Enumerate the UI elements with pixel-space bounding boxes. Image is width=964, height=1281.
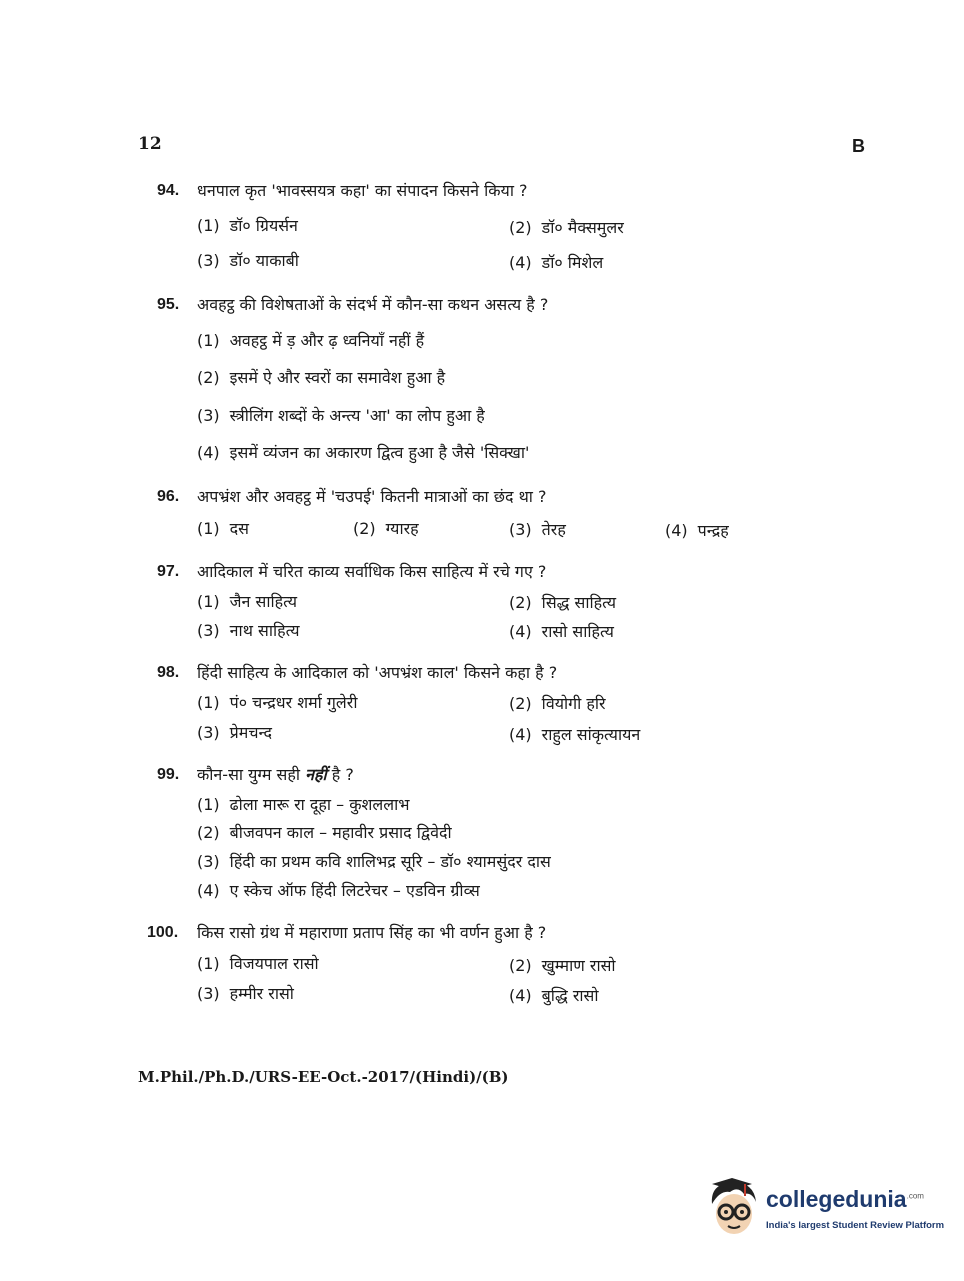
watermark-logo xyxy=(706,1178,945,1244)
question-text: अपभ्रंश और अवहट्ठ में 'चउपई' कितनी मात्राओं का छंद था ? xyxy=(197,487,547,506)
option-3: (3) डॉ० याकाबी xyxy=(197,251,299,270)
question-number: 98. xyxy=(157,664,180,681)
option-3: (3) नाथ साहित्य xyxy=(197,621,300,640)
question-text: किस रासो ग्रंथ में महाराणा प्रताप सिंह का भी वर्णन हुआ है ? xyxy=(197,923,547,942)
option-4: (4) रासो साहित्य xyxy=(509,622,614,641)
option-2: (2) वियोगी हरि xyxy=(509,694,606,713)
negation-emphasis: नहीं xyxy=(305,765,327,784)
question-98 xyxy=(157,662,857,752)
option-2: (2) खुम्माण रासो xyxy=(509,956,616,975)
question-number: 95. xyxy=(157,296,180,313)
question-99 xyxy=(157,764,857,904)
option-1: (1) पं० चन्द्रधर शर्मा गुलेरी xyxy=(197,693,358,712)
option-3: (3) तेरह xyxy=(509,520,566,539)
question-text: कौन-सा युग्म सही नहीं है ? xyxy=(197,765,354,784)
question-number: 100. xyxy=(147,924,179,941)
question-97 xyxy=(157,561,857,651)
mascot-icon xyxy=(706,1178,762,1240)
option-2: (2) ग्यारह xyxy=(353,519,419,538)
brand-name: collegedunia xyxy=(766,1186,907,1212)
question-number: 94. xyxy=(157,182,180,199)
brand-tld: .com xyxy=(906,1191,924,1201)
question-text: धनपाल कृत 'भावस्सयत्र कहा' का संपादन किसने किया ? xyxy=(197,181,528,200)
option-1: (1) विजयपाल रासो xyxy=(197,954,319,973)
option-4: (4) राहुल सांकृत्यायन xyxy=(509,725,641,744)
option-4: (4) बुद्धि रासो xyxy=(509,986,599,1005)
question-95 xyxy=(157,294,857,474)
option-3: (3) हम्मीर रासो xyxy=(197,984,294,1003)
option-4: (4) डॉ० मिशेल xyxy=(509,253,604,272)
question-text: आदिकाल में चरित काव्य सर्वाधिक किस साहित्य में रचे गए ? xyxy=(197,562,547,581)
question-number: 99. xyxy=(157,766,180,783)
question-text: हिंदी साहित्य के आदिकाल को 'अपभ्रंश काल' किसने कहा है ? xyxy=(197,663,558,682)
option-2: (2) सिद्ध साहित्य xyxy=(509,593,617,612)
exam-code-footer: M.Phil./Ph.D./URS-EE-Oct.-2017/(Hindi)/(B) xyxy=(138,1068,509,1086)
set-code: B xyxy=(852,136,865,156)
option-1: (1) दस xyxy=(197,519,249,538)
option-4: (4) पन्द्रह xyxy=(665,521,729,540)
option-3: (3) हिंदी का प्रथम कवि शालिभद्र सूरि – डॉ० श्यामसुंदर दास xyxy=(197,852,551,871)
option-4: (4) इसमें व्यंजन का अकारण द्वित्व हुआ है जैसे 'सिक्खा' xyxy=(197,443,530,462)
option-2: (2) बीजवपन काल – महावीर प्रसाद द्विवेदी xyxy=(197,823,452,842)
option-2: (2) इसमें ऐ और स्वरों का समावेश हुआ है xyxy=(197,368,446,387)
brand-tagline: India's largest Student Review Platform xyxy=(766,1220,945,1231)
question-number: 97. xyxy=(157,563,180,580)
option-1: (1) जैन साहित्य xyxy=(197,592,298,611)
option-1: (1) अवहट्ठ में ड़ और ढ़ ध्वनियाँ नहीं हैं xyxy=(197,331,425,350)
question-94 xyxy=(157,180,857,280)
question-text: अवहट्ठ की विशेषताओं के संदर्भ में कौन-सा कथन असत्य है ? xyxy=(197,295,549,314)
option-1: (1) डॉ० ग्रियर्सन xyxy=(197,216,298,235)
question-96 xyxy=(157,486,857,546)
question-number: 96. xyxy=(157,488,180,505)
option-3: (3) स्त्रीलिंग शब्दों के अन्त्य 'आ' का लोप हुआ है xyxy=(197,406,485,425)
option-2: (2) डॉ० मैक्समुलर xyxy=(509,218,624,237)
option-1: (1) ढोला मारू रा दूहा – कुशललाभ xyxy=(197,795,410,814)
page-number: 12 xyxy=(138,134,162,154)
option-4: (4) ए स्केच ऑफ हिंदी लिटरेचर – एडविन ग्रीव्स xyxy=(197,881,480,900)
question-100 xyxy=(147,922,857,1012)
option-3: (3) प्रेमचन्द xyxy=(197,723,272,742)
